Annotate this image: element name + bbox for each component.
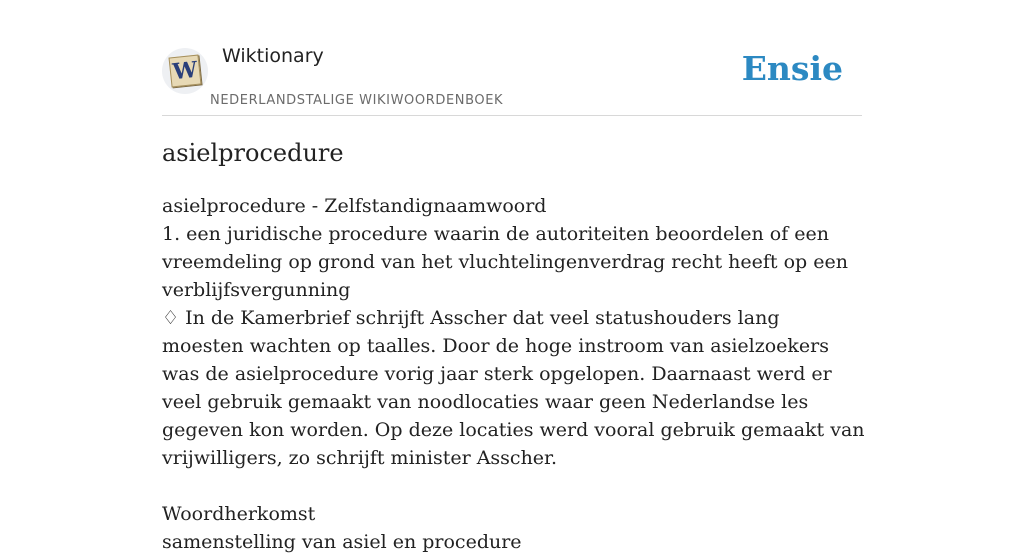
ensie-brand-logo[interactable]: Ensie xyxy=(741,49,843,88)
site-tagline: NEDERLANDSTALIGE WIKIWOORDENBOEK xyxy=(210,93,504,108)
definition: 1. een juridische procedure waarin de autoriteiten beoordelen of een vreemdeling op grond van het vluchtelingenverdrag recht heeft op een verblijfsvergunning xyxy=(162,223,848,301)
etymology-text: samenstelling van asiel en procedure xyxy=(162,531,522,553)
paragraph-spacer xyxy=(162,472,866,500)
header-divider xyxy=(162,115,862,116)
page-title: asielprocedure xyxy=(162,139,344,167)
wiktionary-logo[interactable] xyxy=(162,48,208,94)
etymology-heading: Woordherkomst xyxy=(162,503,316,525)
entry-content xyxy=(162,192,866,556)
example-quote: ♢ In de Kamerbrief schrijft Asscher dat veel statushouders lang moesten wachten op taalles. Door de hoge instroom van asielzoekers was de asielprocedure vorig jaar sterk opgelopen. Daarnaast werd er veel gebruik gemaakt van noodlocaties waar geen Nederlandse les gegeven kon worden. Op deze locaties werd vooral gebruik gemaakt van vrijwilligers, zo schrijft minister Asscher. xyxy=(162,307,865,469)
part-of-speech-line: asielprocedure - Zelfstandignaamwoord xyxy=(162,195,547,217)
logo-tile-icon: W xyxy=(169,55,202,88)
site-name[interactable]: Wiktionary xyxy=(222,45,324,67)
